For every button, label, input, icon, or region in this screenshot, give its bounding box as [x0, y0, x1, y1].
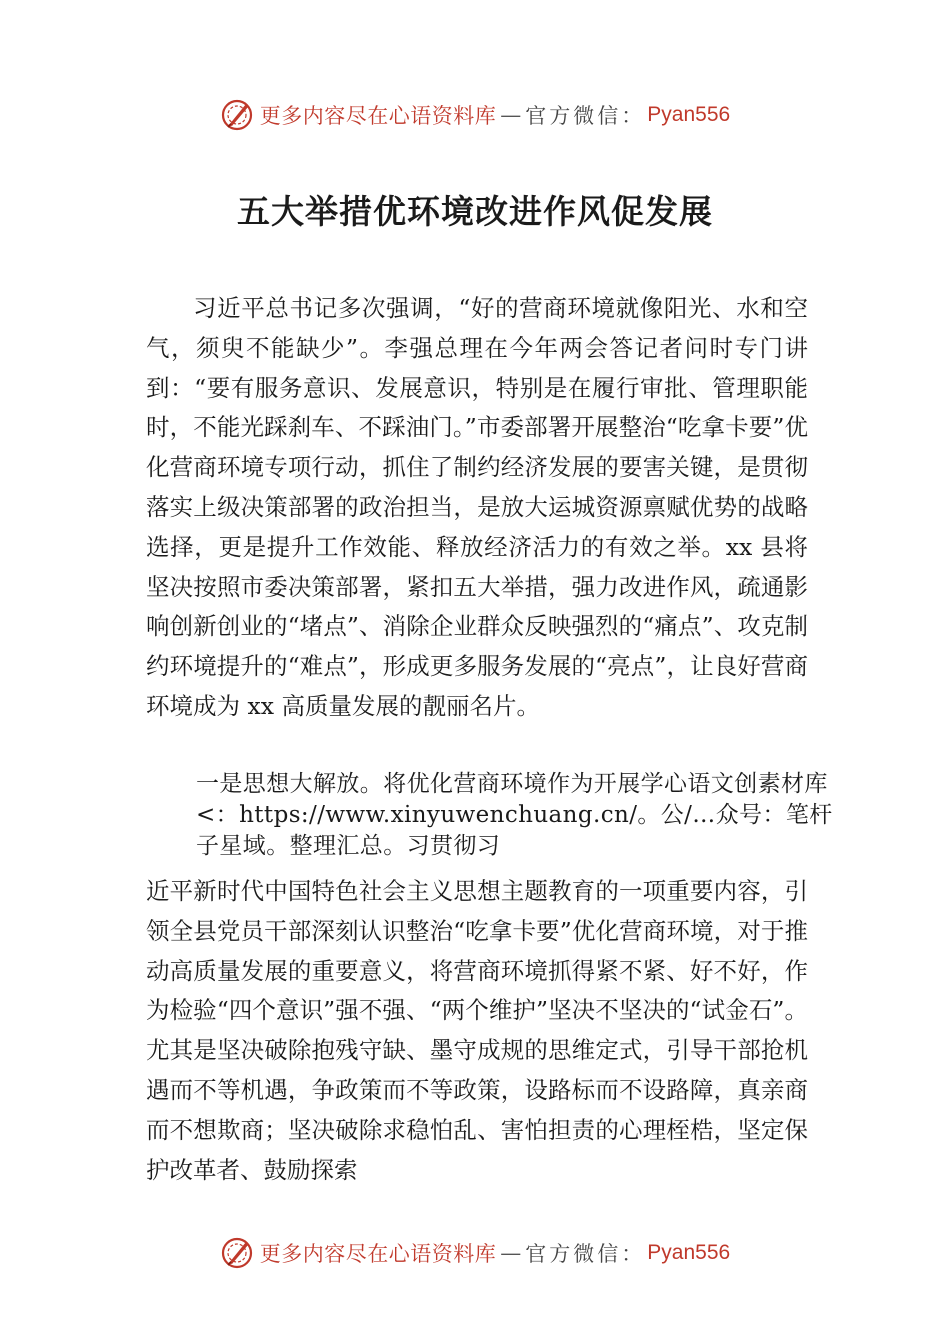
watermark-label: 官方微信：	[525, 104, 646, 128]
header-watermark	[0, 93, 950, 137]
footer-watermark	[0, 1231, 950, 1275]
watermark-wechat-id: Pyan556	[647, 1241, 731, 1264]
watermark-dash: —	[500, 1241, 522, 1265]
watermark-dash: —	[500, 103, 522, 127]
watermark-label: 官方微信：	[525, 1242, 646, 1266]
paragraph-point-one: 一是思想大解放。将优化营商环境作为开展学心语文创素材库<：https://www.xinyuwenchuang.cn/。公/…众号：笔杆子星域。整理汇总。习贯彻习	[196, 771, 833, 859]
quill-seal-icon	[220, 1236, 254, 1270]
watermark-main-text: 更多内容尽在心语资料库	[259, 1242, 497, 1266]
watermark-wechat-id: Pyan556	[647, 103, 731, 126]
watermark-main-text: 更多内容尽在心语资料库	[259, 104, 497, 128]
paragraph-intro: 习近平总书记多次强调，“好的营商环境就像阳光、水和空气，须臾不能缺少”。李强总理在今年两会答记者问时专门讲到：“要有服务意识、发展意识，特别是在履行审批、管理职能时，不能光踩刹车、不踩油门。”市委部署开展整治“吃拿卡要”优化营商环境专项行动，抓住了制约经济发展的要害关键，是贯彻落实上级决策部署的政治担当，是放大运城资源禀赋优势的战略选择，更是提升工作效能、释放经济活力的有效之举。xx 县将坚决按照市委决策部署，紧扣五大举措，强力改进作风，疏通影响创新创业的“堵点”、消除企业群众反映强烈的“痛点”、攻克制约环境提升的“难点”，形成更多服务发展的“亮点”，让良好营商环境成为 xx 高质量发展的靓丽名片。	[146, 294, 808, 720]
paragraph-point-one-continued: 近平新时代中国特色社会主义思想主题教育的一项重要内容，引领全县党员干部深刻认识整治“吃拿卡要”优化营商环境，对于推动高质量发展的重要意义，将营商环境抓得紧不紧、好不好，作为检验“四个意识”强不强、“两个维护”坚决不坚决的“试金石”。尤其是坚决破除抱残守缺、墨守成规的思维定式，引导干部抢机遇而不等机遇，争政策而不等政策，设路标而不设路障，真亲商而不想欺商；坚决破除求稳怕乱、害怕担责的心理桎梏，坚定保护改革者、鼓励探索	[146, 877, 808, 1184]
quill-seal-icon	[220, 98, 254, 132]
document-title: 五大举措优环境改进作风促发展	[237, 192, 713, 231]
